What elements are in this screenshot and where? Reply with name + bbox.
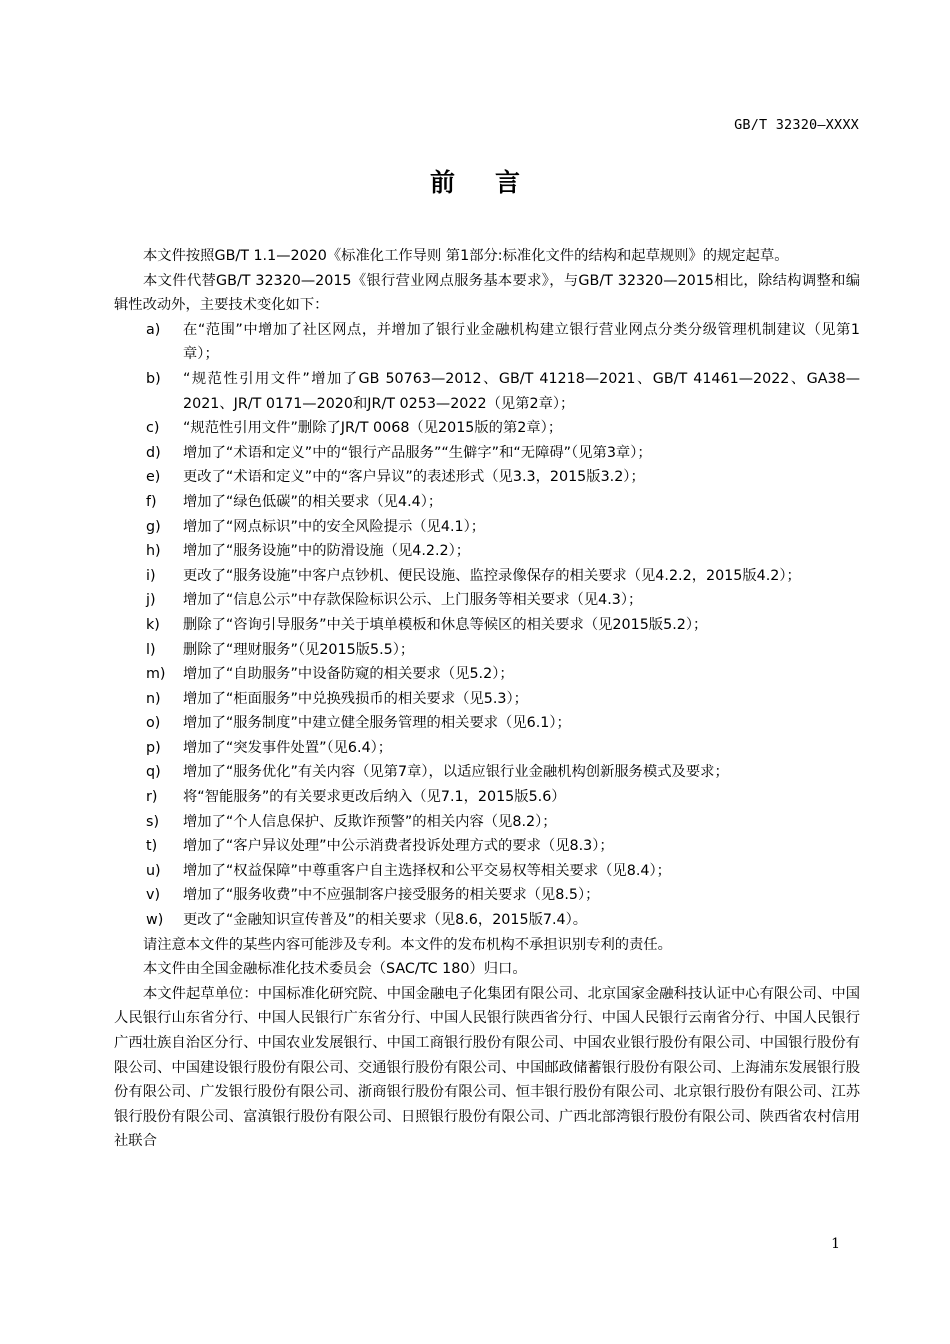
list-item-mark: s) [146, 813, 160, 830]
paragraph-replacement: 本文件代替GB/T 32320—2015《银行营业网点服务基本要求》，与GB/T 32320—2015相比，除结构调整和编辑性改动外，主要技术变化如下： [114, 272, 860, 314]
list-item-text: 更改了“服务设施”中客户点钞机、便民设施、监控录像保存的相关要求（见4.2.2，2015版4.2）； [183, 567, 801, 584]
list-item [114, 613, 860, 638]
list-item [114, 638, 860, 663]
list-item-mark: l) [146, 641, 156, 658]
document-body [114, 244, 860, 1154]
paragraph-governing-committee: 本文件由全国金融标准化技术委员会（SAC/TC 180）归口。 [143, 961, 527, 978]
list-item-mark: c) [146, 420, 160, 437]
list-item [114, 539, 860, 564]
list-item-text: 增加了“突发事件处置”（见6.4）； [183, 739, 393, 756]
list-item-mark: e) [146, 469, 161, 486]
list-item [114, 515, 860, 540]
list-item-mark: v) [146, 887, 161, 904]
list-item-text: 增加了“服务收费”中不应强制客户接受服务的相关要求（见8.5）； [183, 887, 600, 904]
list-item-text: 增加了“绿色低碳”的相关要求（见4.4）； [183, 493, 443, 510]
list-item-text: 删除了“理财服务”（见2015版5.5）； [183, 641, 415, 658]
list-item-mark: w) [146, 912, 164, 929]
list-item-text: 增加了“个人信息保护、反欺诈预警”的相关内容（见8.2）； [183, 813, 557, 830]
list-item-mark: o) [146, 715, 161, 732]
list-item-text: 更改了“术语和定义”中的“客户异议”的表述形式（见3.3，2015版3.2）； [183, 469, 645, 486]
paragraph-standard-basis: 本文件按照GB/T 1.1—2020《标准化工作导则 第1部分:标准化文件的结构和起草规则》的规定起草。 [143, 248, 789, 264]
list-item [114, 711, 860, 736]
list-item [114, 367, 860, 416]
list-item-text: 增加了“权益保障”中尊重客户自主选择权和公平交易权等相关要求（见8.4）； [183, 862, 671, 879]
list-item-mark: i) [146, 567, 156, 584]
list-item-mark: t) [146, 838, 158, 855]
list-item-mark: m) [146, 666, 166, 683]
list-item [114, 736, 860, 761]
list-item [114, 687, 860, 712]
list-item [114, 810, 860, 835]
list-item-text: 增加了“自助服务”中设备防窥的相关要求（见5.2）； [183, 666, 514, 683]
list-item-text: 增加了“服务优化”有关内容（见第7章），以适应银行业金融机构创新服务模式及要求； [183, 764, 729, 781]
list-item-text: 将“智能服务”的有关要求更改后纳入（见7.1，2015版5.6） [183, 789, 566, 806]
paragraph-patent-notice: 请注意本文件的某些内容可能涉及专利。本文件的发布机构不承担识别专利的责任。 [143, 936, 672, 953]
list-item-text: 更改了“金融知识宣传普及”的相关要求（见8.6，2015版7.4）。 [183, 912, 588, 929]
list-item [114, 834, 860, 859]
list-item [114, 465, 860, 490]
document-code: GB/T 32320—XXXX [734, 117, 859, 133]
list-item-text: “规范性引用文件”增加了GB 50763—2012、GB/T 41218—2021、GB/T 41461—2022、GA38—2021、JR/T 0171—2020和JR/T 0253—2022（见第2章）； [183, 370, 860, 412]
list-item [114, 490, 860, 515]
list-item-mark: g) [146, 518, 161, 535]
list-item-mark: h) [146, 543, 161, 560]
technical-changes-list [114, 318, 860, 933]
list-item [114, 416, 860, 441]
paragraph-drafting-units: 本文件起草单位：中国标准化研究院、中国金融电子化集团有限公司、北京国家金融科技认证中心有限公司、中国人民银行山东省分行、中国人民银行广东省分行、中国人民银行陕西省分行、中国人民银行云南省分行、中国人民银行广西壮族自治区分行、中国农业发展银行、中国工商银行股份有限公司、中国农业银行股份有限公司、中国银行股份有限公司、中国建设银行股份有限公司、交通银行股份有限公司、中国邮政储蓄银行股份有限公司、上海浦东发展银行股份有限公司、广发银行股份有限公司、浙商银行股份有限公司、恒丰银行股份有限公司、北京银行股份有限公司、江苏银行股份有限公司、富滇银行股份有限公司、日照银行股份有限公司、广西北部湾银行股份有限公司、陕西省农村信用社联合 [114, 985, 860, 1150]
list-item [114, 883, 860, 908]
list-item-text: 增加了“网点标识”中的安全风险提示（见4.1）； [183, 518, 486, 535]
page-number: 1 [831, 1236, 840, 1252]
list-item-mark: k) [146, 616, 160, 633]
page-title: 前言 [429, 168, 560, 197]
list-item-mark: r) [146, 789, 158, 806]
list-item-mark: b) [146, 370, 161, 387]
list-item-mark: d) [146, 444, 161, 461]
list-item-text: 增加了“信息公示”中存款保险标识公示、上门服务等相关要求（见4.3）； [183, 592, 643, 609]
list-item-text: 增加了“服务制度”中建立健全服务管理的相关要求（见6.1）； [183, 715, 571, 732]
list-item-mark: f) [146, 493, 157, 510]
list-item-text: 增加了“客户异议处理”中公示消费者投诉处理方式的要求（见8.3）； [183, 838, 614, 855]
list-item-mark: n) [146, 690, 161, 707]
list-item-mark: u) [146, 862, 161, 879]
list-item [114, 908, 860, 933]
list-item [114, 785, 860, 810]
list-item [114, 318, 860, 367]
list-item-mark: j) [146, 592, 156, 609]
list-item-text: 增加了“服务设施”中的防滑设施（见4.2.2）； [183, 543, 471, 560]
list-item-text: 在“范围”中增加了社区网点，并增加了银行业金融机构建立银行营业网点分类分级管理机制建议（见第1章）； [183, 321, 860, 363]
list-item [114, 760, 860, 785]
list-item-text: “规范性引用文件”删除了JR/T 0068（见2015版的第2章）； [183, 420, 563, 437]
list-item [114, 588, 860, 613]
list-item [114, 662, 860, 687]
list-item [114, 859, 860, 884]
list-item [114, 564, 860, 589]
list-item-text: 增加了“柜面服务”中兑换残损币的相关要求（见5.3）； [183, 690, 528, 707]
list-item-text: 删除了“咨询引导服务”中关于填单模板和休息等候区的相关要求（见2015版5.2）； [183, 616, 708, 633]
list-item [114, 441, 860, 466]
list-item-mark: p) [146, 739, 161, 756]
list-item-text: 增加了“术语和定义”中的“银行产品服务”“生僻字”和“无障碍”（见第3章）； [183, 444, 652, 461]
list-item-mark: q) [146, 764, 161, 781]
list-item-mark: a) [146, 321, 161, 338]
